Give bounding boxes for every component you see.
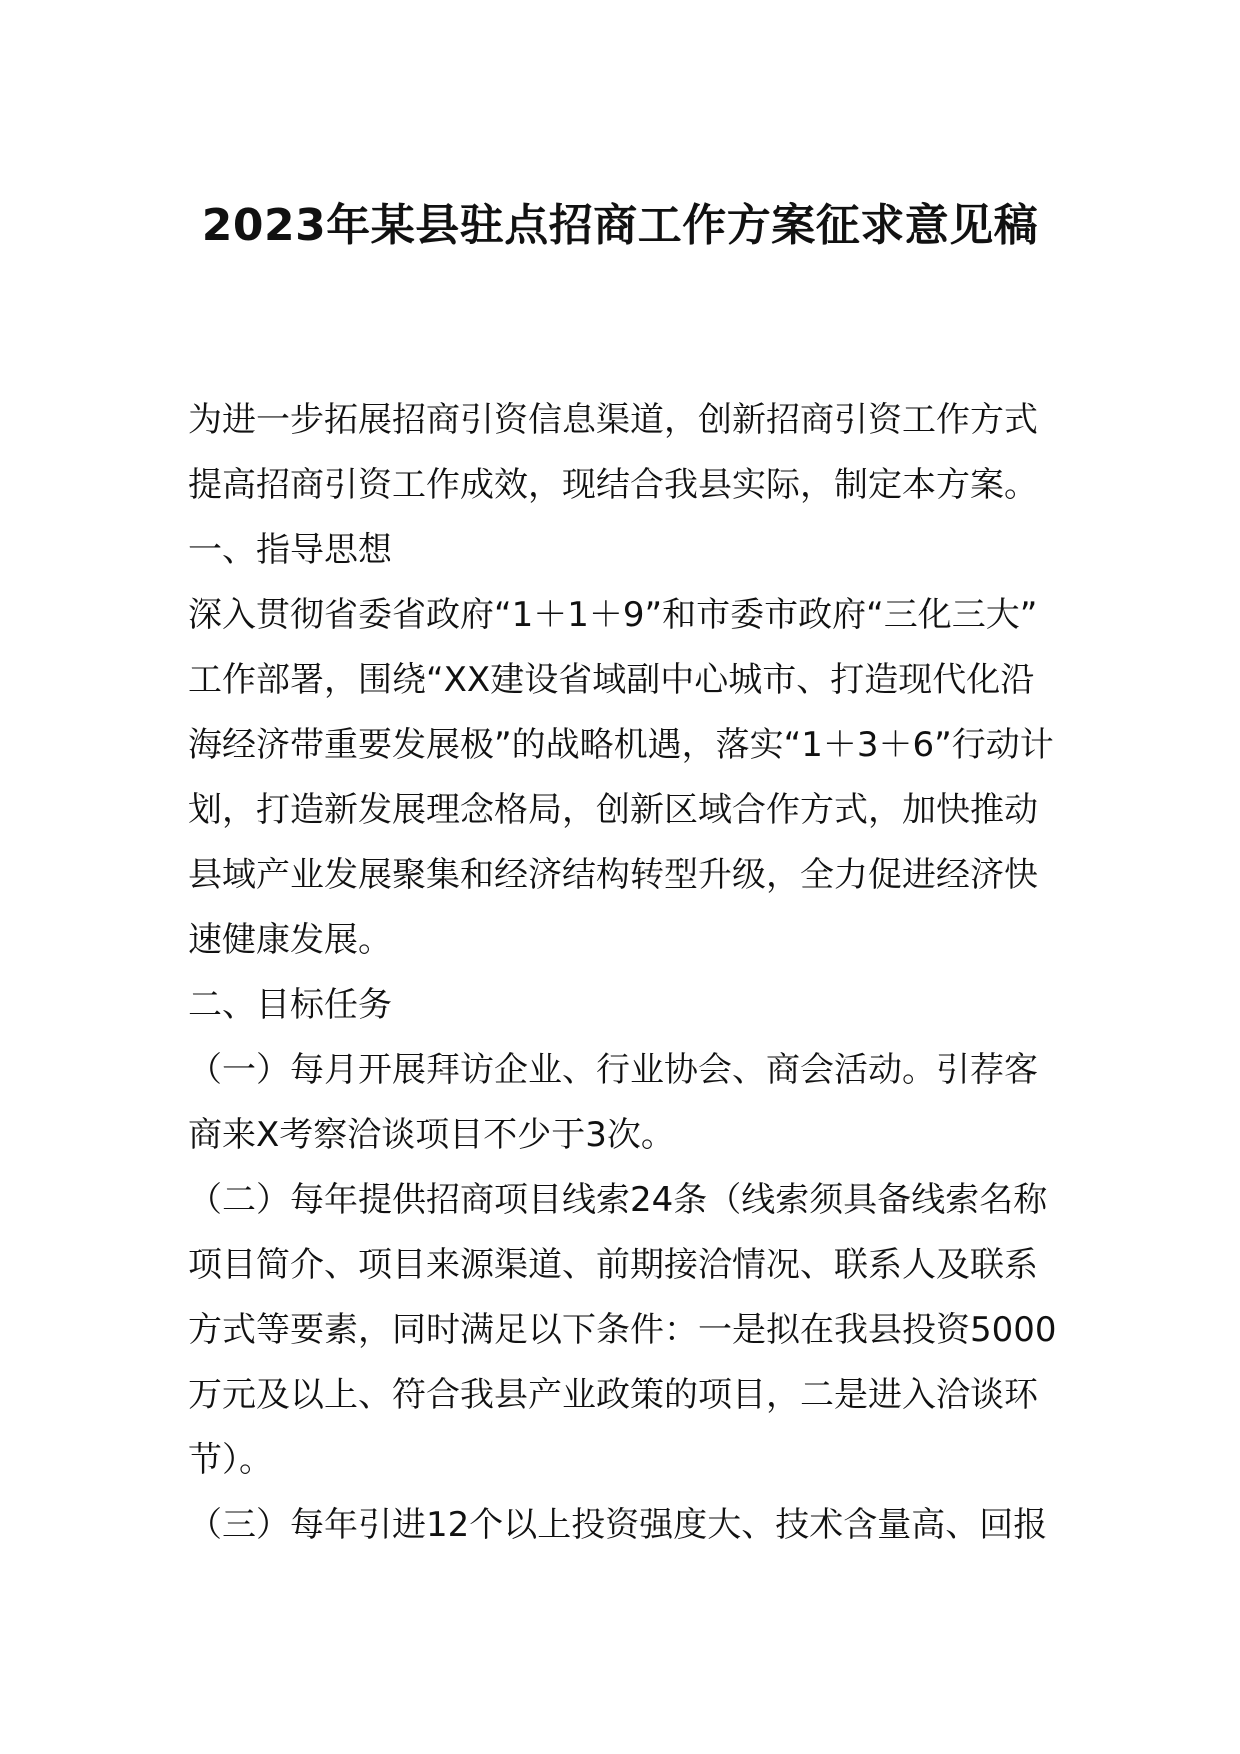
body-line-task1-1: （一）每月开展拜访企业、行业协会、商会活动。引荐客 (188, 1050, 1038, 1090)
body-line-intro-1: 为进一步拓展招商引资信息渠道，创新招商引资工作方式 (188, 400, 1038, 440)
body-line-ideology-4: 划，打造新发展理念格局，创新区域合作方式，加快推动 (188, 790, 1038, 830)
document-body (188, 388, 1058, 1558)
body-line-intro-2: 提高招商引资工作成效，现结合我县实际，制定本方案。 (188, 465, 1038, 505)
body-line-task2-5: 节）。 (188, 1440, 273, 1480)
body-line-task3-1: （三）每年引进12个以上投资强度大、技术含量高、回报 (188, 1505, 1048, 1545)
body-line-ideology-1: 深入贯彻省委省政府“1＋1＋9”和市委市政府“三化三大” (188, 595, 1038, 635)
body-line-task2-3: 方式等要素，同时满足以下条件：一是拟在我县投资5000 (188, 1310, 1057, 1350)
body-line-ideology-5: 县域产业发展聚集和经济结构转型升级，全力促进经济快 (188, 855, 1038, 895)
body-line-task2-2: 项目简介、项目来源渠道、前期接洽情况、联系人及联系 (188, 1245, 1038, 1285)
body-line-ideology-3: 海经济带重要发展极”的战略机遇，落实“1＋3＋6”行动计 (188, 725, 1054, 765)
body-line-ideology-2: 工作部署，围绕“XX建设省域副中心城市、打造现代化沿 (188, 660, 1035, 700)
body-line-ideology-6: 速健康发展。 (188, 920, 392, 960)
body-line-task2-4: 万元及以上、符合我县产业政策的项目，二是进入洽谈环 (188, 1375, 1038, 1415)
body-line-task1-2: 商来X考察洽谈项目不少于3次。 (188, 1115, 675, 1155)
section-heading-guiding-ideology: 一、指导思想 (188, 530, 392, 570)
body-line-task2-1: （二）每年提供招商项目线索24条（线索须具备线索名称 (188, 1180, 1048, 1220)
section-heading-target-tasks: 二、目标任务 (188, 985, 392, 1025)
document-title: 2023年某县驻点招商工作方案征求意见稿 (201, 200, 1039, 251)
